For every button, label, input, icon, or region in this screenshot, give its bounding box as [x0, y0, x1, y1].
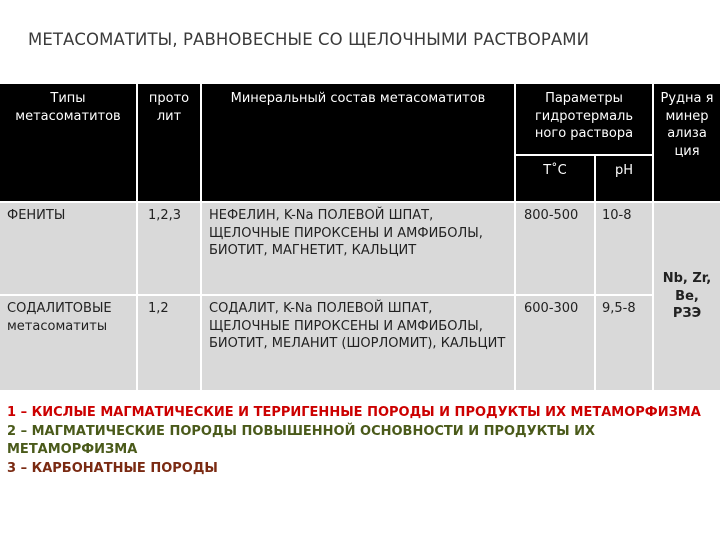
- row2-type: [0, 296, 136, 390]
- row2-type-sub: метасоматиты: [7, 318, 108, 334]
- legend-item-2: 2 – МАГМАТИЧЕСКИЕ ПОРОДЫ ПОВЫШЕННОЙ ОСНОВНОСТИ И ПРОДУКТЫ ИХ МЕТАМОРФИЗМА: [7, 423, 596, 457]
- header-ph: pH: [596, 156, 652, 201]
- row1-temp: 800-500: [516, 203, 594, 294]
- legend-item-3: 3 – КАРБОНАТНЫЕ ПОРОДЫ: [7, 460, 218, 476]
- row1-type-main: ФЕНИТЫ: [7, 208, 66, 223]
- header-params: Параметры гидротермаль ного раствора: [516, 84, 652, 154]
- metasomatite-table: [0, 84, 720, 390]
- header-temp: T˚C: [516, 156, 594, 201]
- page-title: МЕТАСОМАТИТЫ, РАВНОВЕСНЫЕ СО ЩЕЛОЧНЫМИ РАСТВОРАМИ: [28, 30, 590, 49]
- header-protolith: прото лит: [138, 84, 200, 201]
- row1-type: [0, 203, 136, 294]
- header-mineral: Минеральный состав метасоматитов: [202, 84, 514, 201]
- ore-mineralization: Nb, Zr, Be, РЗЭ: [654, 203, 720, 390]
- protolith-legend: [7, 404, 707, 478]
- header-type: Типы метасоматитов: [0, 84, 136, 201]
- row2-mineral: СОДАЛИТ, K-Na ПОЛЕВОЙ ШПАТ, ЩЕЛОЧНЫЕ ПИРОКСЕНЫ И АМФИБОЛЫ, БИОТИТ, МЕЛАНИТ (ШОРЛОМИТ), КАЛЬЦИТ: [202, 296, 514, 390]
- row2-type-main: СОДАЛИТОВЫЕ: [7, 301, 112, 316]
- row2-ph: 9,5-8: [596, 296, 652, 390]
- row2-temp: 600-300: [516, 296, 594, 390]
- header-ore: Рудна я минер ализа ция: [654, 84, 720, 201]
- legend-item-1: 1 – КИСЛЫЕ МАГМАТИЧЕСКИЕ И ТЕРРИГЕННЫЕ ПОРОДЫ И ПРОДУКТЫ ИХ МЕТАМОРФИЗМА: [7, 405, 701, 420]
- row1-ph: 10-8: [596, 203, 652, 294]
- row1-protolith: 1,2,3: [138, 203, 200, 294]
- row2-protolith: 1,2: [138, 296, 200, 390]
- row1-mineral: НЕФЕЛИН, K-Na ПОЛЕВОЙ ШПАТ, ЩЕЛОЧНЫЕ ПИРОКСЕНЫ И АМФИБОЛЫ, БИОТИТ, МАГНЕТИТ, КАЛЬЦИТ: [202, 203, 514, 294]
